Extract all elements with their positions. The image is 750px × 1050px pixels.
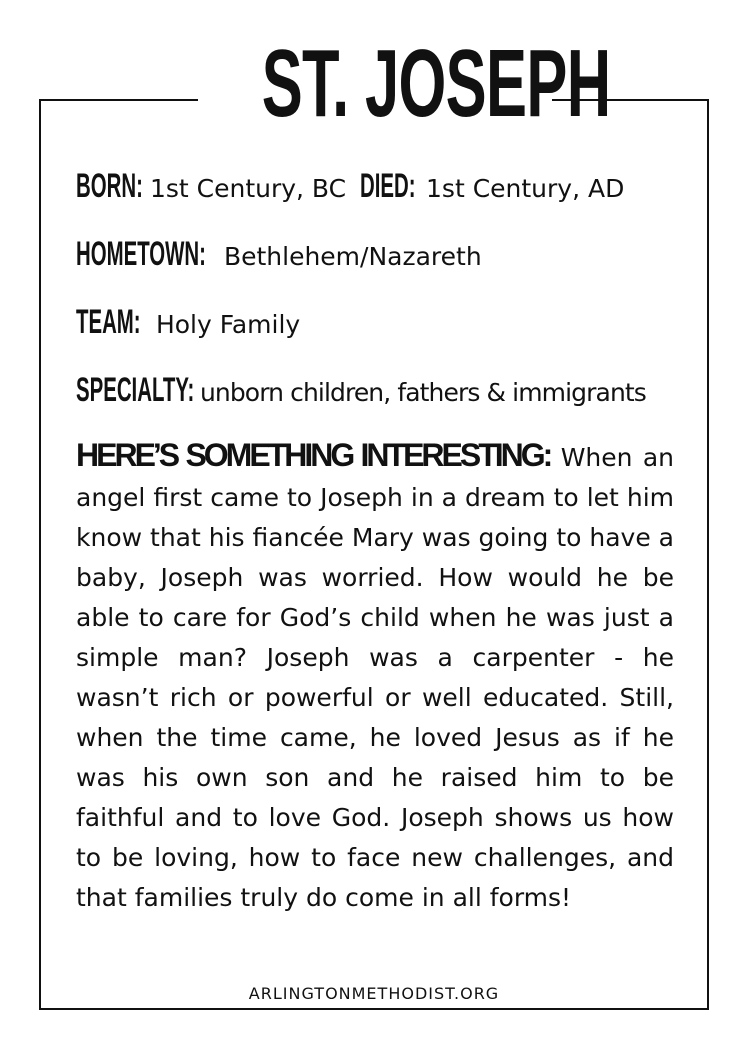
specialty-row <box>76 370 674 413</box>
died-value: 1st Century, AD <box>426 174 625 203</box>
specialty-label: SPECIALTY: <box>76 371 195 409</box>
hometown-row <box>76 234 674 277</box>
specialty-value: unborn children, fathers & immigrants <box>199 378 646 407</box>
footer-url: ARLINGTONMETHODIST.ORG <box>248 984 500 1003</box>
born-value: 1st Century, BC <box>149 174 347 203</box>
team-row <box>76 302 674 345</box>
hometown-value: Bethlehem/Nazareth <box>223 242 482 271</box>
team-value: Holy Family <box>155 310 301 339</box>
profile-content <box>76 166 674 918</box>
interesting-text: When an angel first came to Joseph in a dream to let him know that his fiancée Mary was going to have a baby, Joseph was worried. How would he be able to care for God’s child when he was just a simple man? Joseph was a carpenter - he wasn’t rich or powerful or well educated. Still, when the time came, he loved Jesus as if he was his own son and he raised him to be faithful and to love God. Joseph shows us how to be loving, how to face new challenges, and that families truly do come in all forms! <box>76 443 675 912</box>
hometown-label: HOMETOWN: <box>76 235 206 273</box>
interesting-paragraph <box>76 435 674 918</box>
born-label: BORN: <box>76 167 143 205</box>
interesting-label: HERE’S SOMETHING INTERESTING: <box>76 437 551 473</box>
team-label: TEAM: <box>76 303 141 341</box>
died-label: DIED: <box>360 167 416 205</box>
born-died-row <box>76 166 674 209</box>
page-title: ST. JOSEPH <box>261 30 611 137</box>
